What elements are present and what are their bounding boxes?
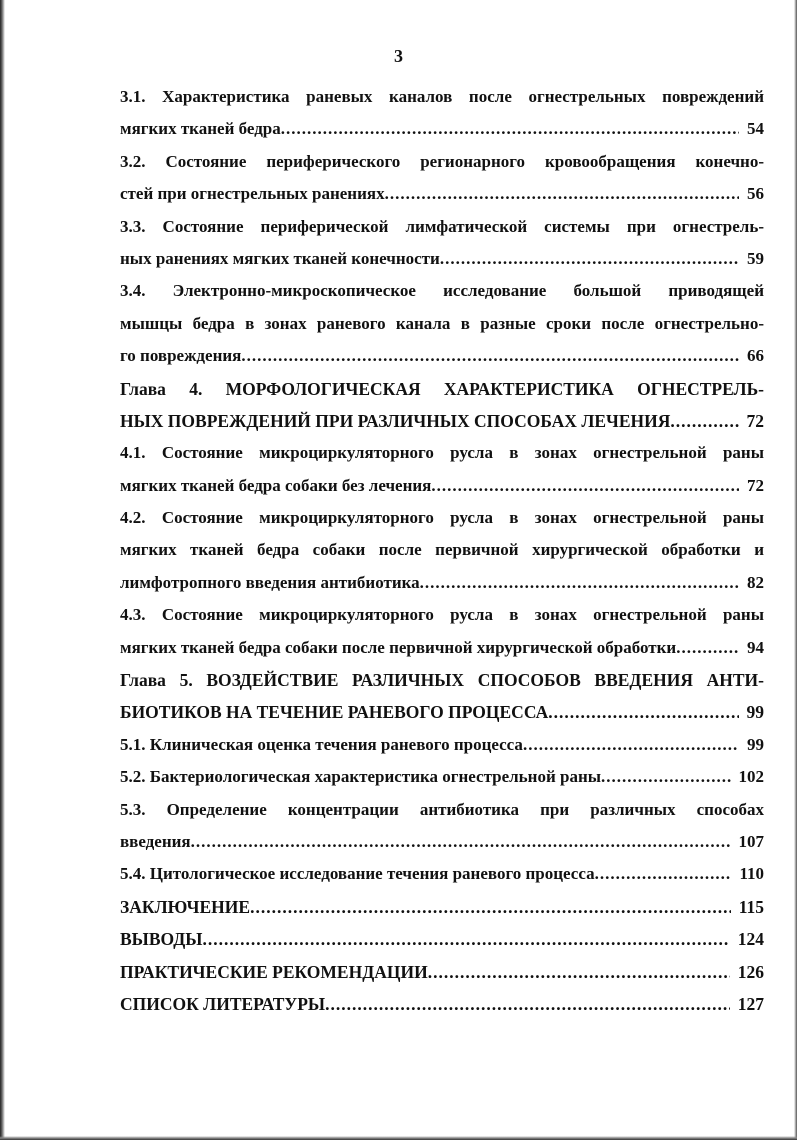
toc-entry-page: 102 (738, 767, 764, 787)
toc-entry-page: 127 (737, 993, 764, 1014)
toc-entry-5-2[interactable] (120, 761, 764, 793)
toc-entry-last-line (120, 405, 764, 437)
toc-entry-last-line (120, 470, 764, 502)
toc-entry-4-2[interactable] (120, 502, 764, 599)
toc-entry-page: 72 (746, 410, 764, 431)
toc-entry-text-line: 4.1. Состояние микроциркуляторного русла в зонах огнестрельной раны (120, 443, 764, 463)
toc-entry-text-line: мягких тканей бедра собаки после первичной хирургической обработки и (120, 540, 764, 560)
toc-entry-title: го повреждения (120, 346, 242, 366)
toc-entry-findings[interactable] (120, 923, 764, 955)
toc-entry-text-line: 3.3. Состояние периферической лимфатической системы при огнестрель- (120, 216, 764, 236)
toc-entry-last-line (120, 696, 764, 728)
toc-dot-leader (385, 178, 739, 210)
toc-entry-last-line (120, 858, 764, 890)
toc-entry-last-line (120, 729, 764, 761)
toc-entry-5-3[interactable] (120, 794, 764, 859)
toc-entry-3-1[interactable] (120, 81, 764, 146)
toc-entry-text-line: 3.4. Электронно-микроскопическое исследование большой приводящей (120, 281, 764, 301)
toc-entry-title: 5.2. Бактериологическая характеристика огнестрельной раны (120, 767, 602, 787)
toc-entry-conclusion[interactable] (120, 891, 764, 923)
toc-dot-leader (241, 340, 739, 372)
toc-entry-text-line: 5.3. Определение концентрации антибиотика при различных способах (120, 799, 764, 819)
page-number: 3 (394, 46, 403, 66)
toc-entry-5-4[interactable] (120, 858, 764, 890)
toc-entry-last-line (120, 923, 764, 955)
toc-entry-page: 66 (747, 346, 764, 366)
toc-entry-last-line (120, 243, 764, 275)
scan-edge-bottom (0, 1136, 797, 1140)
toc-entry-page: 82 (747, 572, 764, 592)
toc-dot-leader (250, 891, 731, 923)
toc-entry-text-line: 4.2. Состояние микроциркуляторного русла в зонах огнестрельной раны (120, 508, 764, 528)
toc-entry-text-line: 3.1. Характеристика раневых каналов после огнестрельных повреждений (120, 87, 764, 106)
toc-dot-leader (191, 826, 731, 858)
scan-edge-left (0, 0, 5, 1140)
toc-entry-page: 110 (739, 864, 764, 884)
toc-entry-references[interactable] (120, 988, 764, 1020)
toc-dot-leader (431, 470, 739, 502)
toc-entry-page: 107 (738, 831, 764, 851)
toc-dot-leader (420, 567, 739, 599)
toc-dot-leader (601, 761, 730, 793)
toc-entry-last-line (120, 761, 764, 793)
toc-dot-leader (676, 632, 739, 664)
toc-entry-title: НЫХ ПОВРЕЖДЕНИЙ ПРИ РАЗЛИЧНЫХ СПОСОБАХ ЛЕЧЕНИЯ (120, 410, 671, 431)
toc-entry-3-2[interactable] (120, 146, 764, 211)
toc-entry-last-line (120, 826, 764, 858)
toc-entry-3-3[interactable] (120, 211, 764, 276)
toc-entry-last-line (120, 567, 764, 599)
toc-entry-title: ЗАКЛЮЧЕНИЕ (120, 896, 251, 917)
toc-entry-title: лимфотропного введения антибиотика (120, 572, 420, 592)
toc-entry-last-line (120, 891, 764, 923)
toc-entry-title: мягких тканей бедра (120, 119, 281, 139)
toc-entry-title: стей при огнестрельных ранениях (120, 184, 385, 204)
toc-dot-leader (670, 405, 738, 437)
toc-entry-title: 5.1. Клиническая оценка течения раневого процесса (120, 734, 523, 754)
toc-entry-page: 126 (737, 961, 764, 982)
toc-entry-page: 72 (747, 475, 764, 495)
toc-dot-leader (595, 858, 732, 890)
toc-entry-last-line (120, 178, 764, 210)
toc-entry-text-line: Глава 4. МОРФОЛОГИЧЕСКАЯ ХАРАКТЕРИСТИКА ОГНЕСТРЕЛЬ- (120, 378, 764, 399)
toc-entry-4-3[interactable] (120, 599, 764, 664)
toc-entry-text-line: 4.3. Состояние микроциркуляторного русла в зонах огнестрельной раны (120, 605, 764, 625)
toc-entry-recommendations[interactable] (120, 956, 764, 988)
toc-entry-page: 99 (746, 702, 764, 723)
toc-entry-5-1[interactable] (120, 729, 764, 761)
toc-entry-page: 115 (738, 896, 764, 917)
toc-entry-page: 56 (747, 184, 764, 204)
toc-dot-leader (203, 923, 730, 955)
toc-entry-last-line (120, 956, 764, 988)
toc-entry-title: мягких тканей бедра собаки без лечения (120, 475, 432, 495)
toc-entry-last-line (120, 340, 764, 372)
toc-dot-leader (428, 956, 730, 988)
toc-entry-text-line: Глава 5. ВОЗДЕЙСТВИЕ РАЗЛИЧНЫХ СПОСОБОВ ВВЕДЕНИЯ АНТИ- (120, 670, 764, 691)
toc-entry-page: 124 (737, 929, 764, 950)
toc-entry-chapter-4[interactable] (120, 373, 764, 438)
toc-entry-page: 99 (747, 734, 764, 754)
toc-entry-title: СПИСОК ЛИТЕРАТУРЫ (120, 993, 326, 1014)
toc-entry-title: ПРАКТИЧЕСКИЕ РЕКОМЕНДАЦИИ (120, 961, 428, 982)
toc-entry-last-line (120, 988, 764, 1020)
toc-dot-leader (440, 243, 739, 275)
toc-entry-title: ВЫВОДЫ (120, 929, 203, 950)
toc-dot-leader (281, 113, 739, 145)
toc-entry-3-4[interactable] (120, 275, 764, 372)
toc-entry-page: 94 (747, 637, 764, 657)
toc-entry-page: 54 (747, 119, 764, 139)
toc-entry-last-line (120, 632, 764, 664)
toc-entry-page: 59 (747, 248, 764, 268)
toc-entry-chapter-5[interactable] (120, 664, 764, 729)
toc-entry-title: 5.4. Цитологическое исследование течения раневого процесса (120, 864, 595, 884)
toc-dot-leader (548, 696, 738, 728)
toc-entry-title: БИОТИКОВ НА ТЕЧЕНИЕ РАНЕВОГО ПРОЦЕССА (120, 702, 549, 723)
toc-dot-leader (523, 729, 739, 761)
toc-entry-text-line: мышцы бедра в зонах раневого канала в разные сроки после огнестрельно- (120, 313, 764, 333)
toc-entry-title: мягких тканей бедра собаки после первичной хирургической обработки (120, 637, 677, 657)
toc-entry-last-line (120, 113, 764, 145)
toc-entry-title: ных ранениях мягких тканей конечности (120, 248, 440, 268)
table-of-contents (120, 81, 764, 1020)
toc-entry-title: введения (120, 831, 191, 851)
toc-entry-text-line: 3.2. Состояние периферического регионарного кровообращения конечно- (120, 151, 764, 171)
toc-dot-leader (325, 988, 730, 1020)
toc-entry-4-1[interactable] (120, 437, 764, 502)
